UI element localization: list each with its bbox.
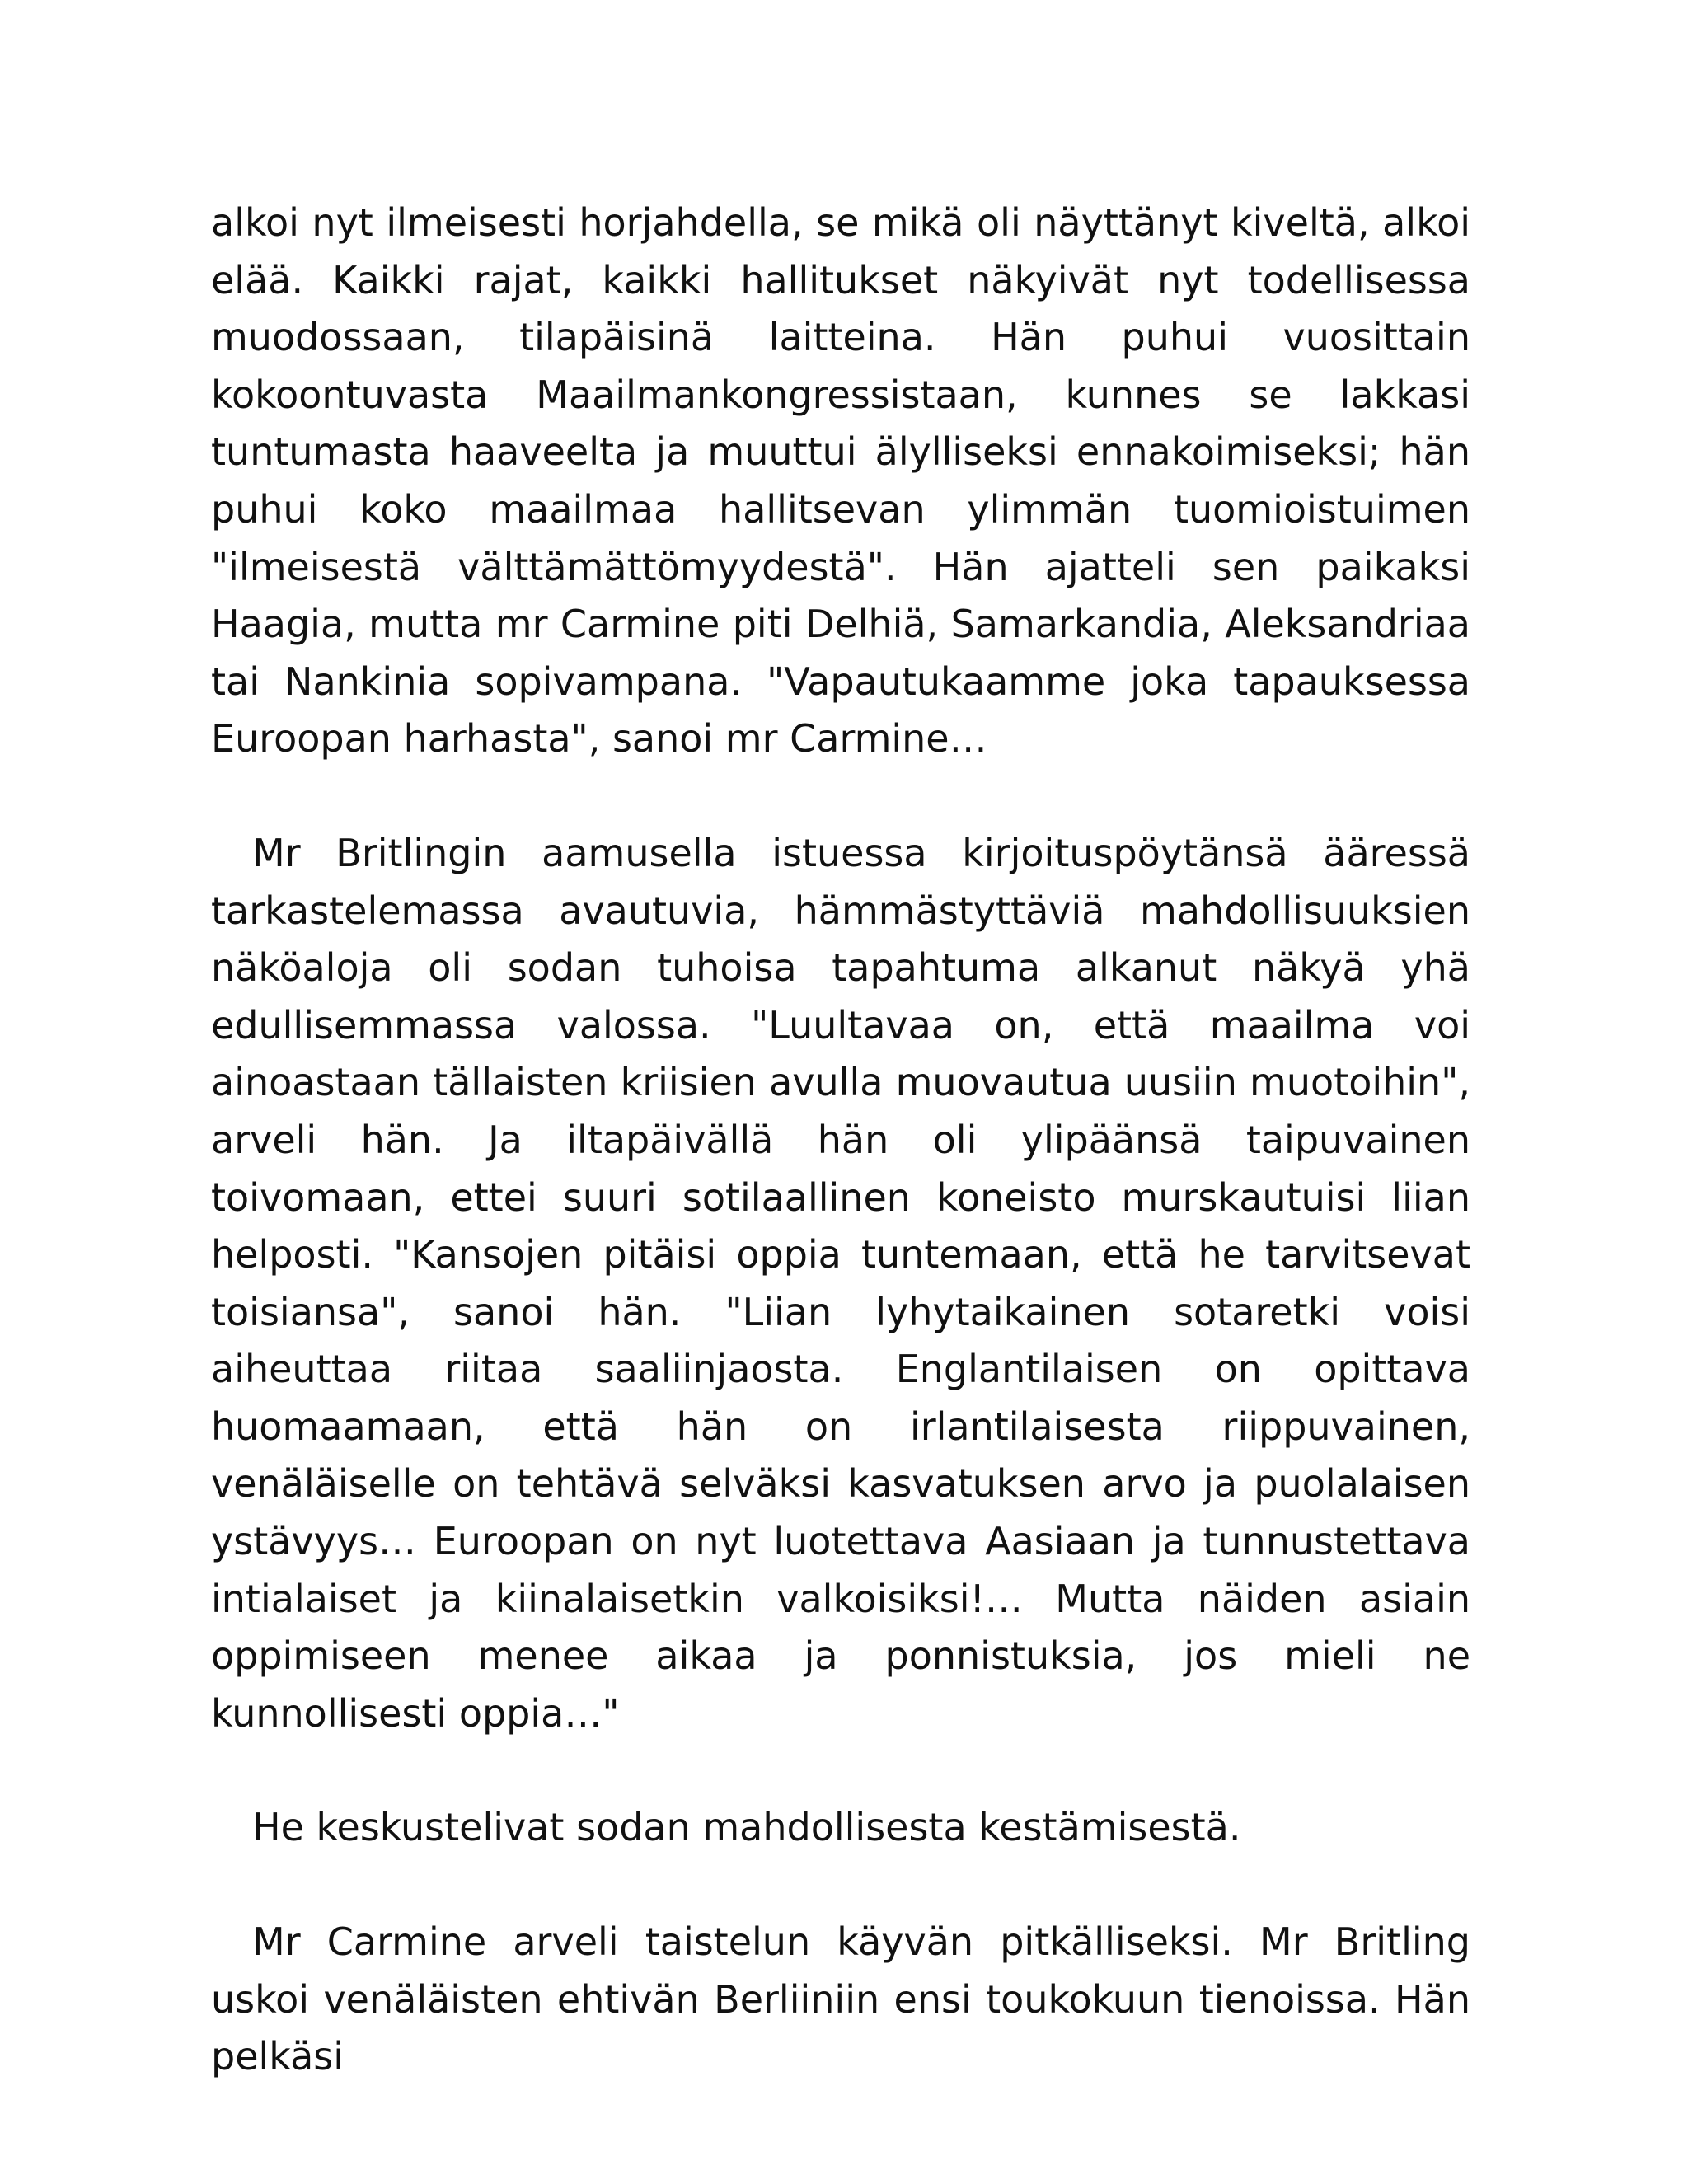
paragraph-1: alkoi nyt ilmeisesti horjahdella, se mikä oli näyttänyt kiveltä, alkoi elää. Kaikki rajat, kaikki hallitukset näkyivät nyt todellisessa muodossaan, tilapäisinä laitteina. Hän puhui vuosittain kokoontuvasta Maailmankongressistaan, kunnes se lakkasi tuntumasta haaveelta ja muuttui älylliseksi ennakoimiseksi; hän puhui koko maailmaa hallitsevan ylimmän tuomioistuimen "ilmeisestä välttämättömyydestä". Hän ajatteli sen paikaksi Haagia, mutta mr Carmine piti Delhiä, Samarkandia, Aleksandriaa tai Nankinia sopivampana. "Vapautukaamme joka tapauksessa Euroopan harhasta", sanoi mr Carmine…	[211, 200, 1470, 762]
paragraph-4: Mr Carmine arveli taistelun käyvän pitkälliseksi. Mr Britling uskoi venäläisten ehtivän Berliiniin ensi toukokuun tienoissa. Hän pelkäsi	[211, 1919, 1470, 2079]
document-page	[211, 194, 1470, 2086]
paragraph-3: He keskustelivat sodan mahdollisesta kestämisestä.	[252, 1805, 1241, 1850]
paragraph-2: Mr Britlingin aamusella istuessa kirjoituspöytänsä ääressä tarkastelemassa avautuvia, hämmästyttäviä mahdollisuuksien näköaloja oli sodan tuhoisa tapahtuma alkanut näkyä yhä edullisemmassa valossa. "Luultavaa on, että maailma voi ainoastaan tällaisten kriisien avulla muovautua uusiin muotoihin", arveli hän. Ja iltapäivällä hän oli ylipäänsä taipuvainen toivomaan, ettei suuri sotilaallinen koneisto murskautuisi liian helposti. "Kansojen pitäisi oppia tuntemaan, että he tarvitsevat toisiansa", sanoi hän. "Liian lyhytaikainen sotaretki voisi aiheuttaa riitaa saaliinjaosta. Englantilaisen on opittava huomaamaan, että hän on irlantilaisesta riippuvainen, venäläiselle on tehtävä selväksi kasvatuksen arvo ja puolalaisen ystävyys… Euroopan on nyt luotettava Aasiaan ja tunnustettava intialaiset ja kiinalaisetkin valkoisiksi!… Mutta näiden asiain oppimiseen menee aikaa ja ponnistuksia, jos mieli ne kunnollisesti oppia…"	[211, 830, 1470, 1736]
